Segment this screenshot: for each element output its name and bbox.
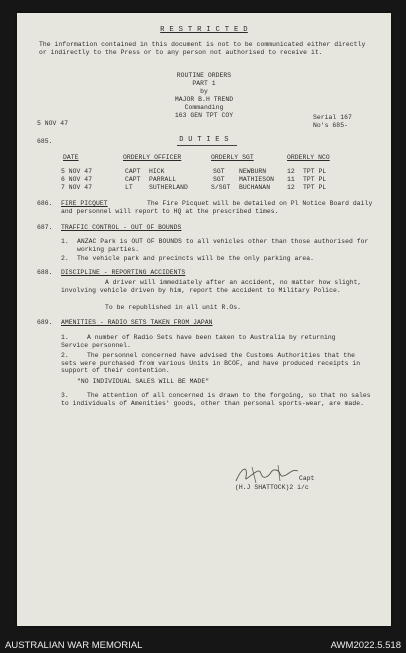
officer-rank: CAPT bbox=[125, 168, 141, 175]
commander-name: MAJOR B.H TREND bbox=[174, 96, 234, 103]
sgt-name: MATHIESON bbox=[239, 176, 274, 183]
officer-name: HICK bbox=[149, 168, 165, 175]
officer-rank: LT bbox=[125, 184, 133, 191]
sgt-name: BUCHANAN bbox=[239, 184, 271, 191]
nco-number: 12 bbox=[287, 168, 295, 175]
section-heading: AMENITIES - RADIO SETS TAKEN FROM JAPAN bbox=[61, 319, 213, 326]
item-number: 685. bbox=[37, 138, 53, 145]
officer-name: PARRALL bbox=[149, 176, 177, 183]
nco-unit: TPT PL bbox=[303, 168, 327, 175]
point-text: ANZAC Park is OUT OF BOUNDS to all vehicles other than those authorised for working parties. bbox=[77, 238, 369, 253]
sgt-name: NEWBURN bbox=[239, 168, 267, 175]
point-text: The attention of all concerned is drawn to the forgoing, so that no sales to individuals of Amenities' goods, other than personal sports-wear, are made. bbox=[61, 392, 371, 407]
item-number: 686. bbox=[37, 200, 53, 207]
point-text: The personnel concerned have advised the Customs Authorities that the sets were purchased from various Units in BCOF, and have produced receipts in support of their contention. bbox=[61, 352, 361, 375]
officer-name: SUTHERLAND bbox=[149, 184, 188, 191]
point-number: 2. bbox=[61, 352, 69, 359]
classification-heading: R E S T R I C T E D bbox=[160, 26, 248, 34]
duty-date: 7 NOV 47 bbox=[61, 184, 93, 191]
nco-number: 12 bbox=[287, 184, 295, 191]
footer-institution: AUSTRALIAN WAR MEMORIAL bbox=[5, 640, 143, 651]
heading-underline bbox=[177, 145, 237, 146]
order-numbers: No's 685- bbox=[313, 122, 348, 129]
sgt-rank: S/SGT bbox=[211, 184, 231, 191]
column-header: ORDERLY NCO bbox=[287, 154, 330, 161]
item-number: 689. bbox=[37, 319, 53, 326]
officer-rank: CAPT bbox=[125, 176, 141, 183]
orders-title: ROUTINE ORDERS bbox=[176, 72, 232, 79]
item-number: 688. bbox=[37, 269, 53, 276]
document-page bbox=[17, 13, 391, 626]
nco-unit: TPT PL bbox=[303, 176, 327, 183]
section-note: To be republished in all unit R.Os. bbox=[105, 304, 241, 311]
point-number: 1. bbox=[61, 334, 69, 341]
nco-unit: TPT PL bbox=[303, 184, 327, 191]
sgt-rank: SGT bbox=[213, 176, 225, 183]
quoted-statement: "NO INDIVIDUAL SALES WILL BE MADE" bbox=[77, 378, 210, 385]
column-header: ORDERLY SGT bbox=[211, 154, 254, 161]
section-heading: TRAFFIC CONTROL - OUT OF BOUNDS bbox=[61, 224, 182, 231]
point-text: A number of Radio Sets have been taken to Australia by returning Service personnel. bbox=[61, 334, 336, 349]
archive-footer bbox=[0, 636, 406, 653]
section-heading: FIRE PICQUET bbox=[61, 200, 108, 207]
signatory-rank: Capt bbox=[299, 475, 315, 482]
section-heading: D U T I E S bbox=[179, 136, 229, 144]
point-number: 1. bbox=[61, 238, 69, 245]
orders-part: PART 1 bbox=[192, 80, 216, 87]
nco-number: 11 bbox=[287, 176, 295, 183]
sgt-rank: SGT bbox=[213, 168, 225, 175]
duty-date: 5 NOV 47 bbox=[61, 168, 93, 175]
point-text: The vehicle park and precincts will be the only parking area. bbox=[77, 255, 314, 262]
point-number: 2. bbox=[61, 255, 69, 262]
section-body: A driver will immediately after an accident, no matter how slight, involving vehicle driven by him, report the accident to Military Police. bbox=[61, 279, 362, 294]
footer-catalog-id: AWM2022.5.518 bbox=[330, 640, 401, 651]
order-date: 5 NOV 47 bbox=[37, 120, 69, 127]
signatory-name: (H.J SHATTOCK)2 i/c bbox=[235, 484, 309, 491]
duty-date: 6 NOV 47 bbox=[61, 176, 93, 183]
security-notice: The information contained in this document is not to be communicated either directly or indirectly to the Press or to any person not authorised to receive it. bbox=[39, 41, 366, 56]
section-body: The Fire Picquet will be detailed on Pl Notice Board daily and personnel will report to HQ at the prescribed times. bbox=[61, 200, 373, 215]
section-heading: DISCIPLINE - REPORTING ACCIDENTS bbox=[61, 269, 186, 276]
point-number: 3. bbox=[61, 392, 69, 399]
item-number: 687. bbox=[37, 224, 53, 231]
commanding-label: Commanding bbox=[184, 104, 224, 111]
unit-name: 163 GEN TPT COY bbox=[174, 112, 234, 119]
column-header: ORDERLY OFFICER bbox=[123, 154, 182, 161]
serial-number: Serial 167 bbox=[313, 114, 352, 121]
column-header: DATE bbox=[63, 154, 79, 161]
orders-by: by bbox=[200, 88, 208, 95]
